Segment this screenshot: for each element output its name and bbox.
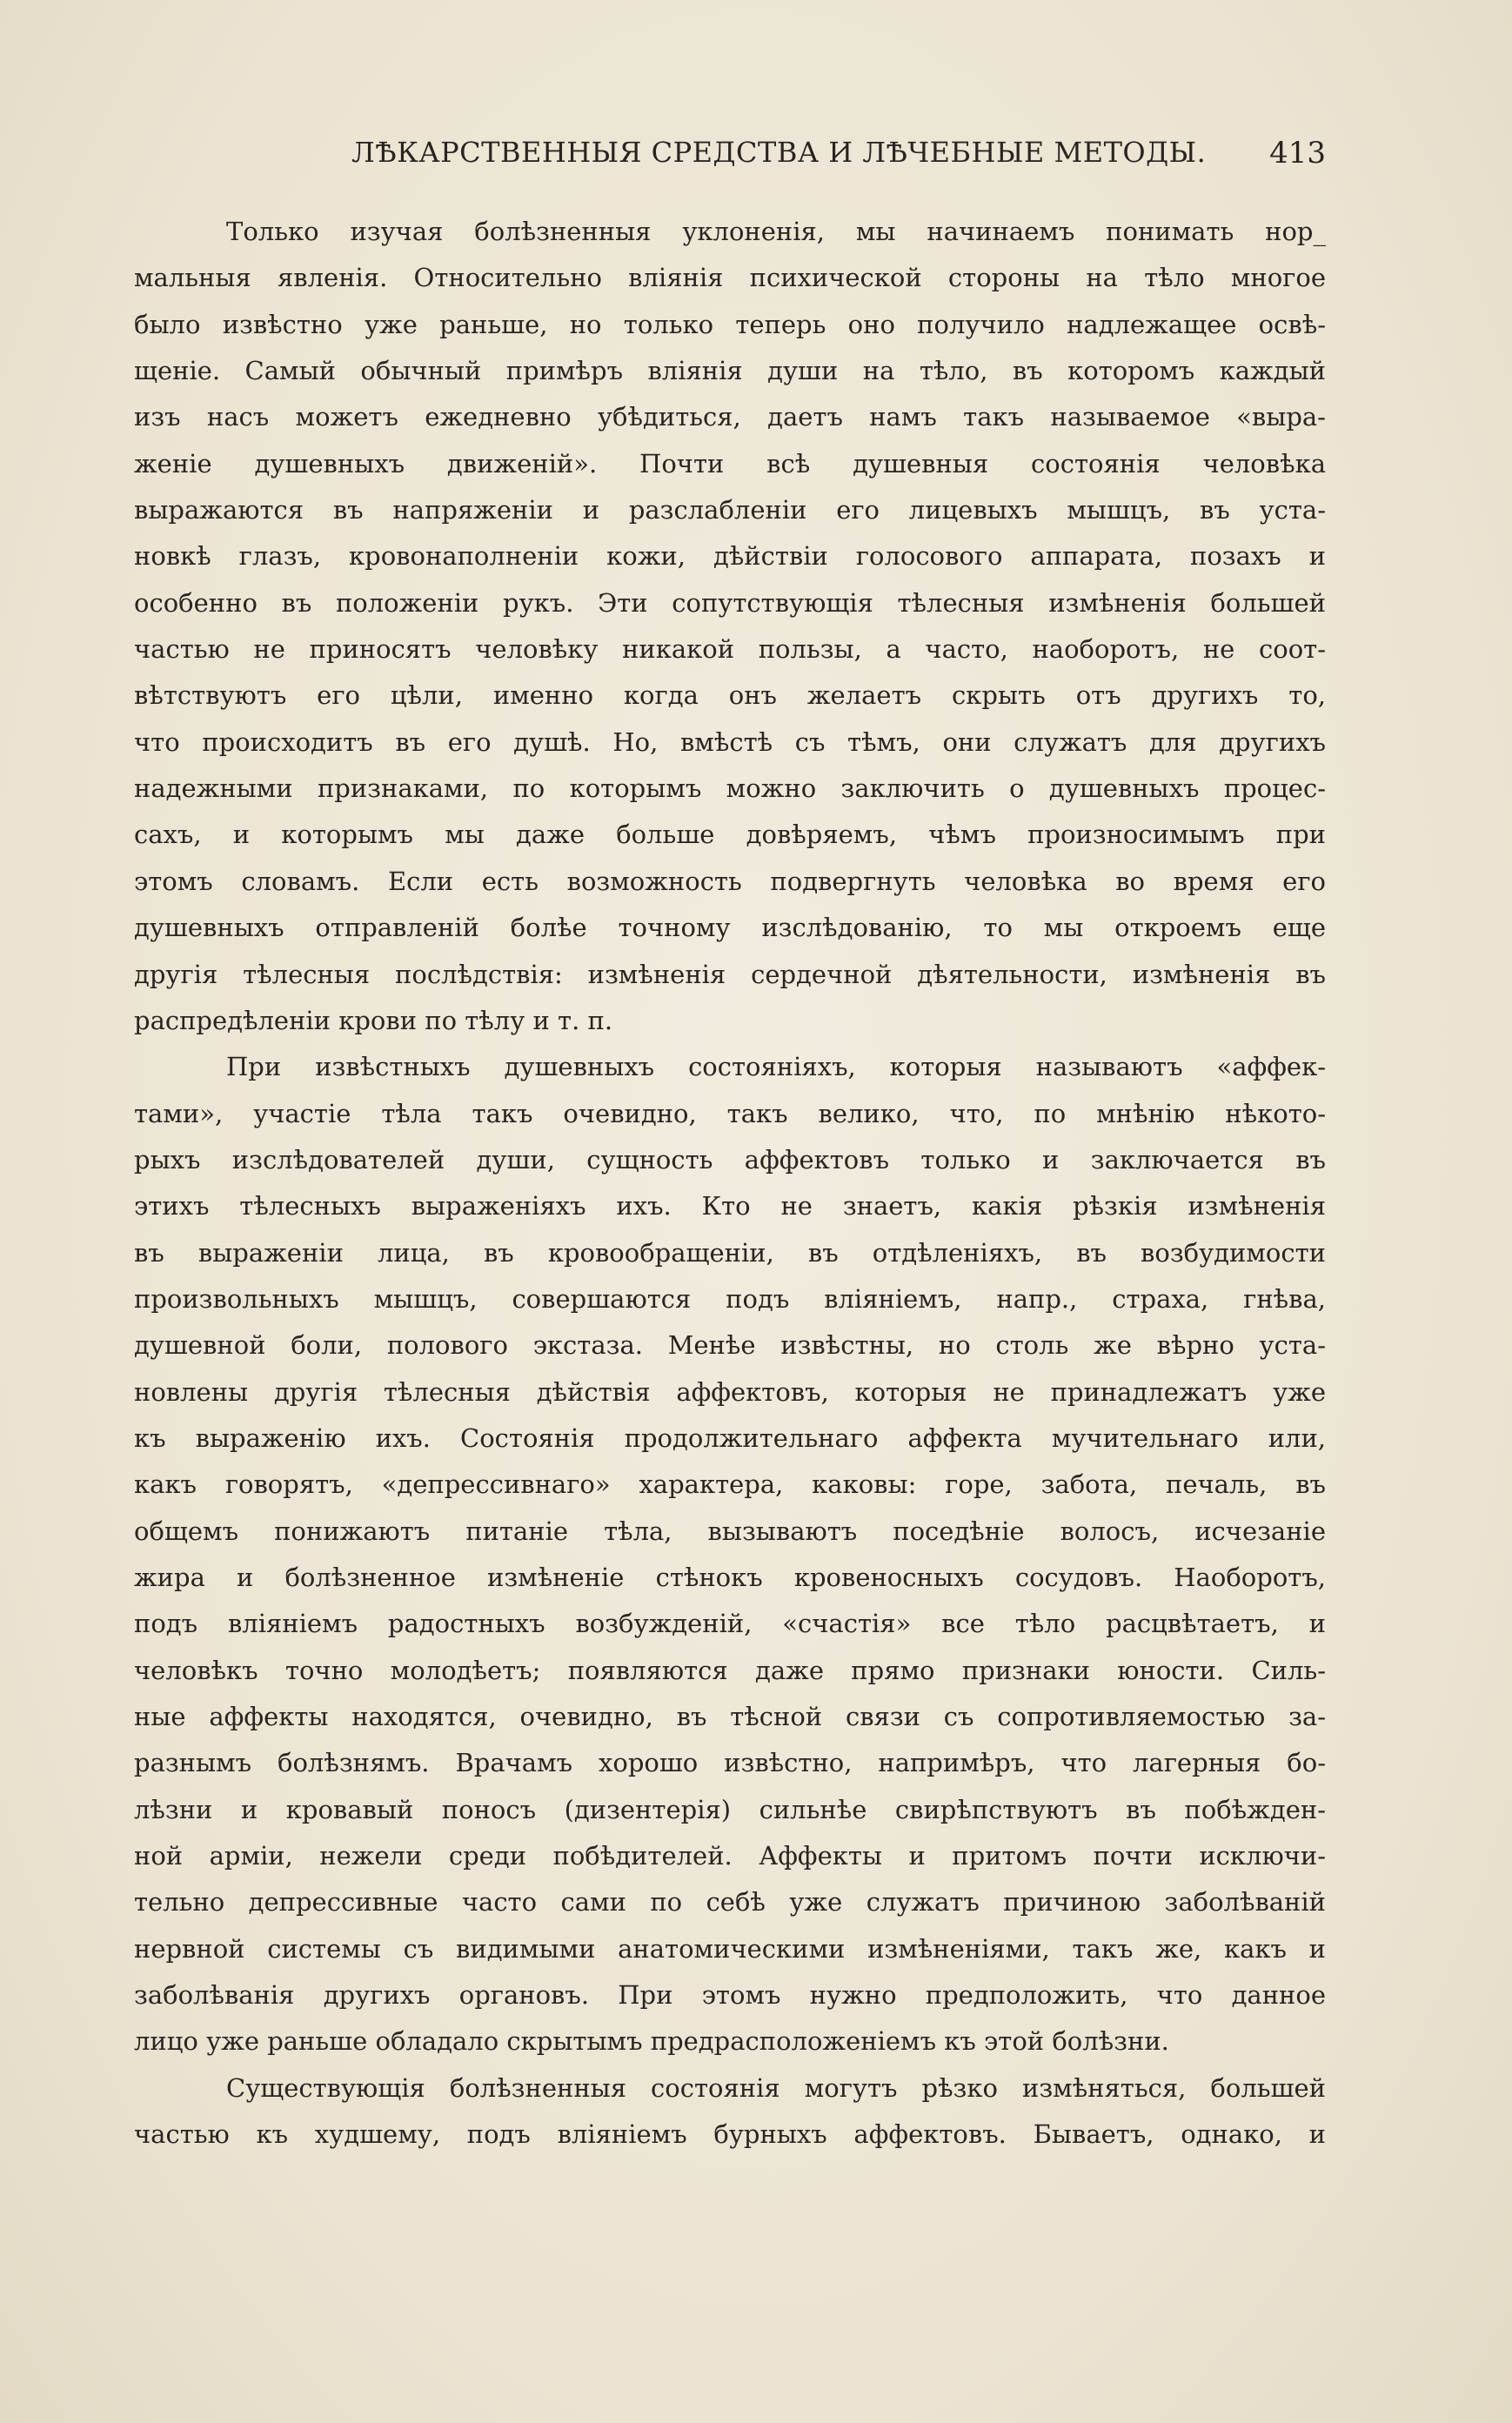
text-line: общемъ понижаютъ питаніе тѣла, вызываютъ поседѣніе волосъ, исчезаніе xyxy=(134,1516,1326,1546)
text-line: частью къ худшему, подъ вліяніемъ бурныхъ аффектовъ. Бываетъ, однако, и xyxy=(134,2119,1326,2150)
text-line: сахъ, и которымъ мы даже больше довѣряемъ, чѣмъ произносимымъ при xyxy=(134,820,1326,850)
text-line: подъ вліяніемъ радостныхъ возбужденій, «счастія» все тѣло расцвѣтаетъ, и xyxy=(134,1609,1326,1639)
text-line: выражаются въ напряженіи и разслабленіи его лицевыхъ мышцъ, въ уста- xyxy=(134,495,1326,525)
text-line: ной арміи, нежели среди побѣдителей. Аффекты и притомъ почти исключи- xyxy=(134,1841,1326,1871)
text-line: что происходитъ въ его душѣ. Но, вмѣстѣ съ тѣмъ, они служатъ для другихъ xyxy=(134,726,1326,757)
text-line: тами», участіе тѣла такъ очевидно, такъ велико, что, по мнѣнію нѣкото- xyxy=(134,1098,1326,1128)
text-line: Существующія болѣзненныя состоянія могутъ рѣзко измѣняться, большей xyxy=(226,2072,1326,2103)
text-line: душевныхъ отправленій болѣе точному изслѣдованію, то мы откроемъ еще xyxy=(134,913,1326,943)
text-line: было извѣстно уже раньше, но только теперь оно получило надлежащее освѣ- xyxy=(134,309,1326,339)
text-line: другія тѣлесныя послѣдствія: измѣненія сердечной дѣятельности, измѣненія въ xyxy=(134,959,1326,989)
text-line: этихъ тѣлесныхъ выраженіяхъ ихъ. Кто не знаетъ, какія рѣзкія измѣненія xyxy=(134,1191,1326,1222)
text-line: какъ говорятъ, «депрессивнаго» характера, каковы: горе, забота, печаль, въ xyxy=(134,1469,1326,1500)
text-line: новлены другія тѣлесныя дѣйствія аффектовъ, которыя не принадлежатъ уже xyxy=(134,1376,1326,1407)
text-line: щеніе. Самый обычный примѣръ вліянія души на тѣло, въ которомъ каждый xyxy=(134,356,1326,386)
text-line: изъ насъ можетъ ежедневно убѣдиться, даетъ намъ такъ называемое «выра- xyxy=(134,402,1326,432)
text-line: женіе душевныхъ движеній». Почти всѣ душевныя состоянія человѣка xyxy=(134,448,1326,479)
text-line: этомъ словамъ. Если есть возможность подвергнуть человѣка во время его xyxy=(134,866,1326,896)
text-line: лѣзни и кровавый поносъ (дизентерія) сильнѣе свирѣпствуютъ въ побѣжден- xyxy=(134,1794,1326,1824)
text-line: особенно въ положеніи рукъ. Эти сопутствующія тѣлесныя измѣненія большей xyxy=(134,587,1326,618)
text-line: надежными признаками, по которымъ можно заключить о душевныхъ процес- xyxy=(134,773,1326,804)
text-line: тельно депрессивные часто сами по себѣ уже служатъ причиною заболѣваній xyxy=(134,1887,1326,1918)
text-line: нервной системы съ видимыми анатомическими измѣненіями, такъ же, какъ и xyxy=(134,1933,1326,1964)
text-line: мальныя явленія. Относительно вліянія психической стороны на тѣло многое xyxy=(134,263,1326,293)
text-line: рыхъ изслѣдователей души, сущность аффектовъ только и заключается въ xyxy=(134,1144,1326,1175)
text-line: въ выраженіи лица, въ кровообращеніи, въ отдѣленіяхъ, въ возбудимости xyxy=(134,1237,1326,1268)
text-line: произвольныхъ мышцъ, совершаются подъ вліяніемъ, напр., страха, гнѣва, xyxy=(134,1283,1326,1314)
text-line: ные аффекты находятся, очевидно, въ тѣсной связи съ сопротивляемостью за- xyxy=(134,1702,1326,1731)
text-line: вѣтствуютъ его цѣли, именно когда онъ желаетъ скрыть отъ другихъ то, xyxy=(134,680,1326,711)
page-header xyxy=(134,131,1326,179)
text-line: При извѣстныхъ душевныхъ состояніяхъ, которыя называютъ «аффек- xyxy=(226,1052,1326,1082)
text-line: новкѣ глазъ, кровонаполненіи кожи, дѣйствіи голосового аппарата, позахъ и xyxy=(134,541,1326,572)
text-line: разнымъ болѣзнямъ. Врачамъ хорошо извѣстно, напримѣръ, что лагерныя бо- xyxy=(134,1748,1326,1778)
running-title: ЛѢКАРСТВЕННЫЯ СРЕДСТВА И ЛѢЧЕБНЫЕ МЕТОДЫ. xyxy=(351,136,1207,169)
text-line: душевной боли, полового экстаза. Менѣе извѣстны, но столь же вѣрно уста- xyxy=(134,1330,1326,1361)
text-line: жира и болѣзненное измѣненіе стѣнокъ кровеносныхъ сосудовъ. Наоборотъ, xyxy=(134,1562,1326,1592)
text-line: Только изучая болѣзненныя уклоненія, мы начинаемъ понимать нор_ xyxy=(226,217,1326,246)
text-line: распредѣленіи крови по тѣлу и т. п. xyxy=(134,1005,613,1035)
text-line: къ выраженію ихъ. Состоянія продолжительнаго аффекта мучительнаго или, xyxy=(134,1422,1326,1453)
body-text xyxy=(134,209,1326,2158)
text-line: человѣкъ точно молодѣетъ; появляются даже прямо признаки юности. Силь- xyxy=(134,1655,1326,1685)
page-number: 413 xyxy=(1269,136,1326,171)
text-line: заболѣванія другихъ органовъ. При этомъ нужно предположить, что данное xyxy=(134,1980,1326,2011)
text-line: частью не приносятъ человѣку никакой пользы, а часто, наоборотъ, не соот- xyxy=(134,634,1326,665)
text-line: лицо уже раньше обладало скрытымъ предрасположеніемъ къ этой болѣзни. xyxy=(134,2026,1169,2057)
